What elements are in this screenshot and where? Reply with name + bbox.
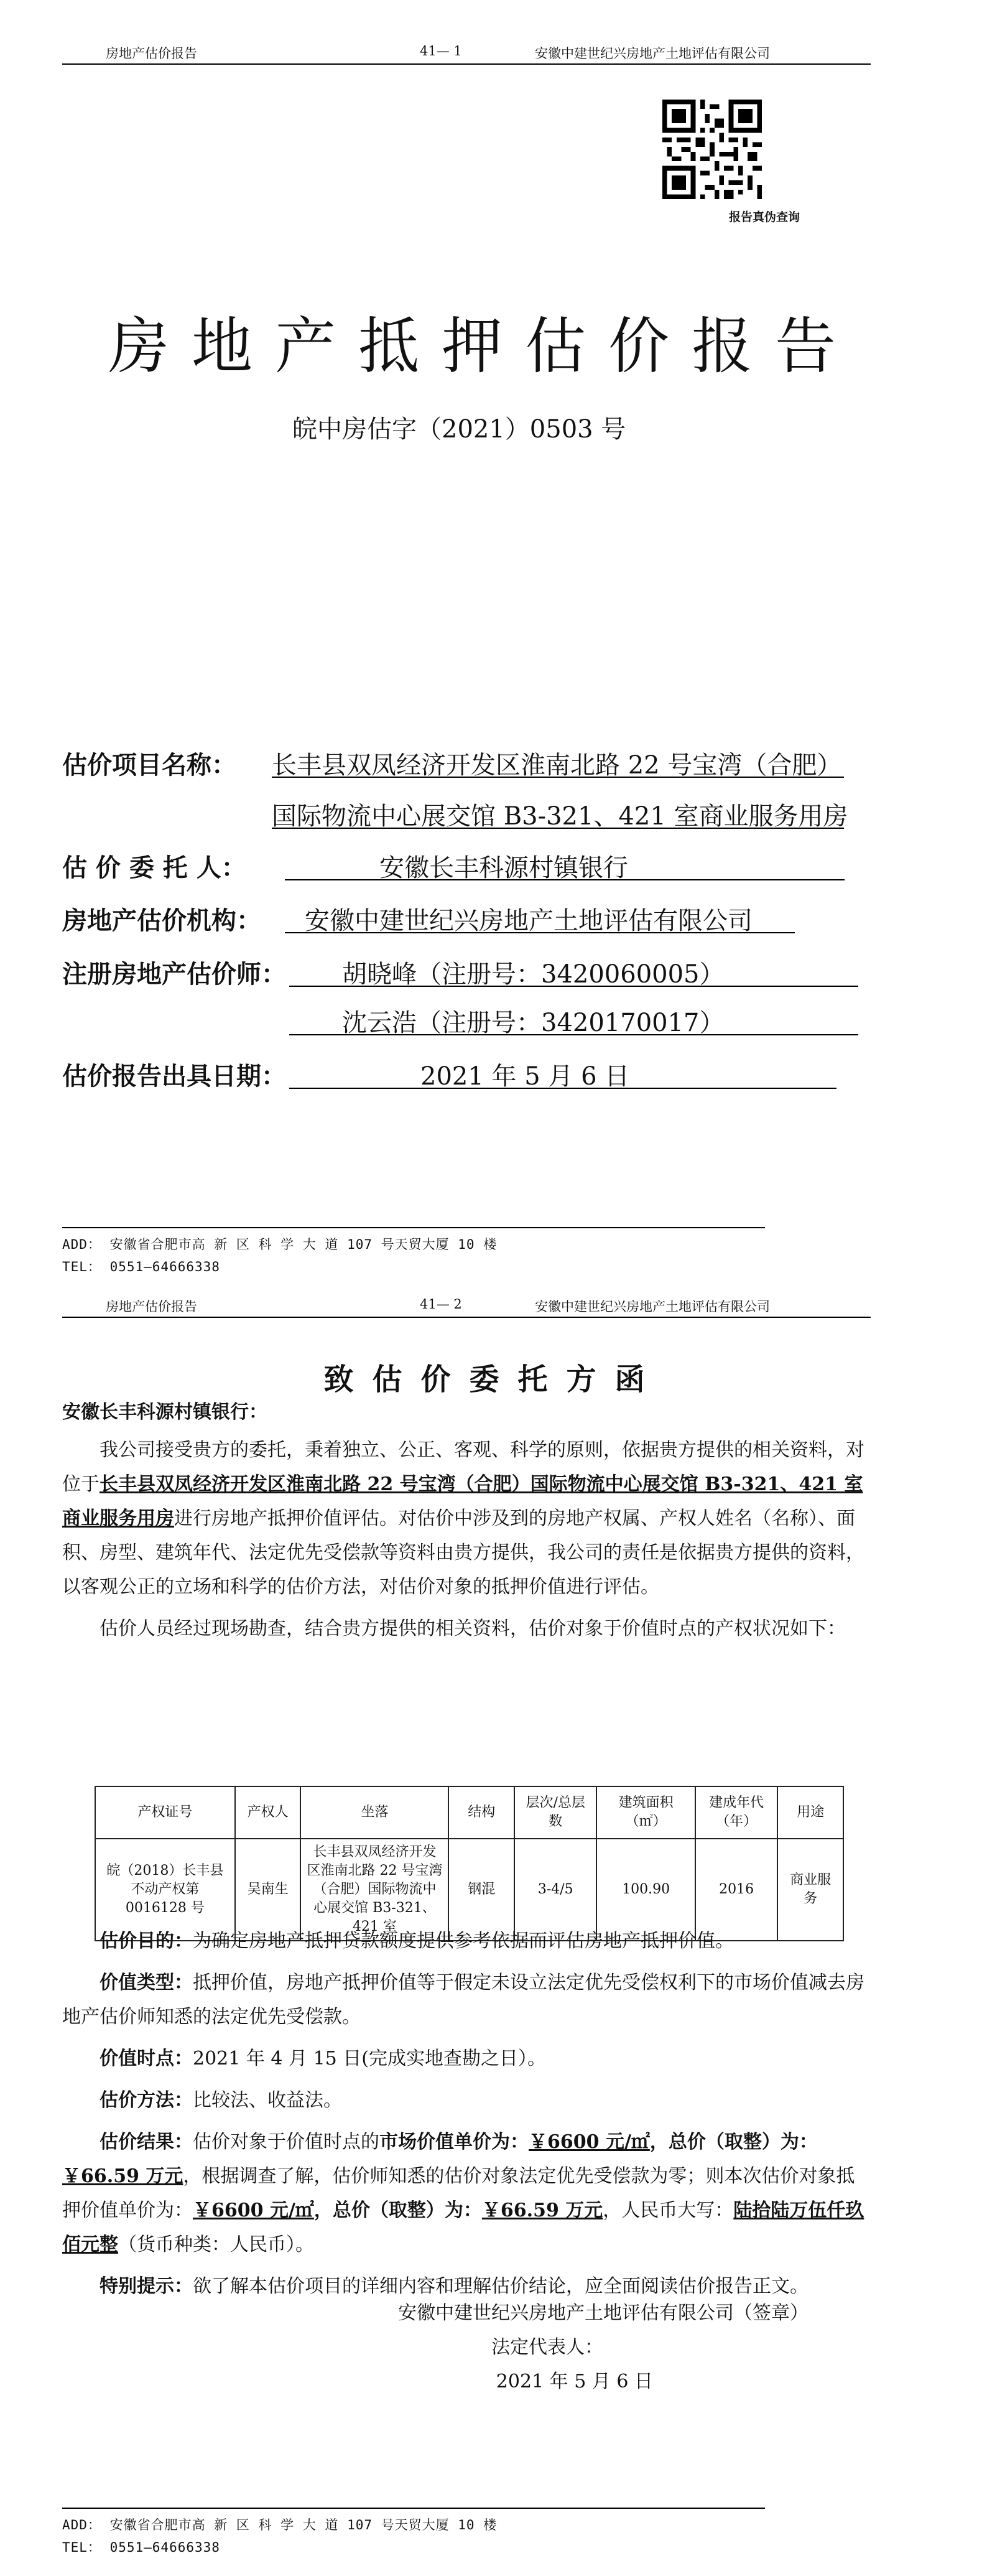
letter-body-bottom xyxy=(62,1924,871,2303)
table-header: 坐落 xyxy=(300,1786,448,1839)
date-underline xyxy=(289,1088,836,1089)
date-value: 2021 年 5 月 6 日 xyxy=(420,1062,630,1091)
p1-property-address: 长丰县双凤经济开发区淮南北路 22 号宝湾（合肥）国际物流中心展交馆 B3-321、421 室商业服务用房 xyxy=(62,1473,863,1529)
p1-text-a: 我公司接受贵方的委托，秉着独立、公正、客观、科学的原则，依据贵方提供的相关资料，对位于 xyxy=(62,1439,864,1495)
agency-underline xyxy=(285,932,795,933)
note-label: 特别提示： xyxy=(100,2275,193,2297)
table-header: 建成年代（年） xyxy=(695,1786,777,1839)
table-header-row xyxy=(95,1786,843,1839)
table-header: 建筑面积（㎡） xyxy=(596,1786,695,1839)
mortgage-unit-price: ￥6600 元/㎡ xyxy=(193,2200,314,2221)
letter-date: 2021 年 5 月 6 日 xyxy=(496,2371,653,2392)
appraiser-1: 胡晓峰（注册号：3420060005） xyxy=(342,960,725,989)
appraiser-label: 注册房地产估价师： xyxy=(62,960,286,989)
property-table xyxy=(95,1786,844,1941)
method-label: 估价方法： xyxy=(100,2089,193,2111)
value-type-text: 抵押价值，房地产抵押价值等于假定未设立法定优先受偿权利下的市场价值减去房地产估价师知悉的法定优先受偿款。 xyxy=(62,1972,864,2028)
footer-rule xyxy=(62,2508,765,2509)
project-value-line1: 长丰县双凤经济开发区淮南北路 22 号宝湾（合肥） xyxy=(272,751,842,780)
amount-in-words: 陆拾陆万伍仟玖佰元整 xyxy=(62,2200,864,2256)
letter-paragraph-2: 估价人员经过现场勘查，结合贵方提供的相关资料，估价对象于价值时点的产权状况如下： xyxy=(100,1618,846,1640)
project-label: 估价项目名称： xyxy=(62,751,236,780)
table-header: 产权人 xyxy=(235,1786,301,1839)
header-company: 安徽中建世纪兴房地产土地评估有限公司 xyxy=(535,46,770,61)
project-value-line2: 国际物流中心展交馆 B3-321、421 室商业服务用房 xyxy=(272,802,848,831)
header-company: 安徽中建世纪兴房地产土地评估有限公司 xyxy=(535,1299,770,1314)
market-unit-price: ￥6600 元/㎡ xyxy=(529,2131,650,2153)
page-footer xyxy=(62,1227,765,1276)
letter-title: 致估价委托方函 xyxy=(323,1362,664,1397)
appraiser-2: 沈云浩（注册号：3420170017） xyxy=(342,1009,725,1037)
footer-address: ADD： 安徽省合肥市高 新 区 科 学 大 道 107 号天贸大厦 10 楼 xyxy=(62,2518,498,2532)
signer: 安徽中建世纪兴房地产土地评估有限公司（签章） xyxy=(398,2302,809,2324)
report-title: 房地产抵押估价报告 xyxy=(108,311,859,382)
note-text: 欲了解本估价项目的详细内容和理解估价结论，应全面阅读估价报告正文。 xyxy=(193,2275,809,2297)
legal-representative: 法定代表人： xyxy=(491,2336,603,2358)
value-time-paragraph xyxy=(62,2042,871,2076)
mortgage-total-price: ￥66.59 万元 xyxy=(481,2200,603,2221)
agency-value: 安徽中建世纪兴房地产土地评估有限公司 xyxy=(305,907,753,935)
table-header: 层次/总层数 xyxy=(514,1786,596,1839)
page-header xyxy=(62,42,871,65)
value-type-paragraph xyxy=(62,1966,871,2034)
appraiser-row xyxy=(62,954,286,990)
date-label: 估价报告出具日期： xyxy=(62,1062,286,1091)
footer-tel: TEL： 0551—64666338 xyxy=(62,1259,220,1274)
method-text: 比较法、收益法。 xyxy=(193,2089,342,2111)
header-left: 房地产估价报告 xyxy=(106,46,197,61)
project-underline-2 xyxy=(272,828,844,829)
appraiser-underline-1 xyxy=(289,986,858,987)
footer-address: ADD： 安徽省合肥市高 新 区 科 学 大 道 107 号天贸大厦 10 楼 xyxy=(62,1237,498,1252)
client-underline xyxy=(285,879,845,880)
letter-salutation: 安徽长丰科源村镇银行： xyxy=(62,1401,267,1423)
table-header: 产权证号 xyxy=(95,1786,235,1839)
agency-row xyxy=(62,901,261,936)
purpose-paragraph xyxy=(62,1924,871,1958)
letter-body-top xyxy=(62,1395,871,1646)
project-name-row xyxy=(62,745,236,781)
result-text-l: （货币种类：人民币）。 xyxy=(118,2234,314,2256)
table-cell-structure: 钢混 xyxy=(448,1839,514,1941)
p1-text-c: 进行房地产抵押价值评估。对估价中涉及到的房地产权属、产权人姓名（名称）、面积、房型、建筑年代、法定优先受偿款等资料由贵方提供，我公司的责任是依据贵方提供的资料，以客观公正的立场和科学的估价方法，对估价对象的抵押价值进行评估。 xyxy=(62,1508,864,1598)
purpose-text: 为确定房地产抵押贷款额度提供参考依据而评估房地产抵押价值。 xyxy=(193,1930,734,1952)
table-cell-location: 长丰县双凤经济开发区淮南北路 22 号宝湾（合肥）国际物流中心展交馆 B3-321、421 室 xyxy=(300,1839,448,1941)
value-type-label: 价值类型： xyxy=(100,1972,193,1994)
signature-block xyxy=(62,2296,809,2399)
result-text-f: ，根据调查了解，估价师知悉的估价对象法定优先受偿款为零；则本次估价对象抵押价值单价为： xyxy=(62,2165,855,2221)
letter-paragraph-1 xyxy=(62,1433,871,1604)
table-cell-floor: 3-4/5 xyxy=(514,1839,596,1941)
page-footer-2 xyxy=(62,2508,765,2556)
agency-label: 房地产估价机构： xyxy=(62,907,261,935)
result-label: 估价结果： xyxy=(100,2131,193,2153)
qr-caption: 报告真伪查询 xyxy=(729,210,800,224)
result-text-a: 估价对象于价值时点的 xyxy=(193,2131,379,2153)
page-header xyxy=(62,1295,871,1318)
method-paragraph xyxy=(62,2083,871,2117)
date-row xyxy=(62,1057,286,1092)
purpose-label: 估价目的： xyxy=(100,1930,193,1952)
header-page-number: 41— 2 xyxy=(420,1297,462,1312)
table-header: 结构 xyxy=(448,1786,514,1839)
result-text-j: ，人民币大写： xyxy=(603,2200,734,2221)
footer-tel: TEL： 0551—64666338 xyxy=(62,2540,220,2555)
header-page-number: 41— 1 xyxy=(420,44,462,58)
result-text-h: ，总价（取整）为： xyxy=(313,2200,482,2221)
client-value: 安徽长丰科源村镇银行 xyxy=(379,854,628,882)
table-cell-cert: 皖（2018）长丰县不动产权第 0016128 号 xyxy=(95,1839,235,1941)
header-left: 房地产估价报告 xyxy=(106,1299,197,1314)
table-cell-year: 2016 xyxy=(695,1839,777,1941)
qr-code-icon[interactable] xyxy=(662,100,762,199)
footer-rule xyxy=(62,1227,765,1228)
value-time-label: 价值时点： xyxy=(100,2048,193,2070)
market-total-price: ￥66.59 万元 xyxy=(62,2165,183,2187)
project-underline-1 xyxy=(272,777,844,778)
table-cell-area: 100.90 xyxy=(596,1839,695,1941)
appraiser-underline-2 xyxy=(289,1034,858,1035)
report-number: 皖中房估字（2021）0503 号 xyxy=(292,415,626,444)
table-cell-use: 商业服务 xyxy=(777,1839,843,1941)
client-label: 估 价 委 托 人： xyxy=(62,854,246,882)
result-paragraph xyxy=(62,2125,871,2262)
table-cell-owner: 吴南生 xyxy=(235,1839,301,1941)
value-time-text: 2021 年 4 月 15 日(完成实地查勘之日）。 xyxy=(193,2048,546,2070)
client-row xyxy=(62,848,246,884)
result-text-d: ，总价（取整）为： xyxy=(649,2131,818,2153)
result-text-b: 市场价值单价为： xyxy=(379,2131,529,2153)
table-header: 用途 xyxy=(777,1786,843,1839)
